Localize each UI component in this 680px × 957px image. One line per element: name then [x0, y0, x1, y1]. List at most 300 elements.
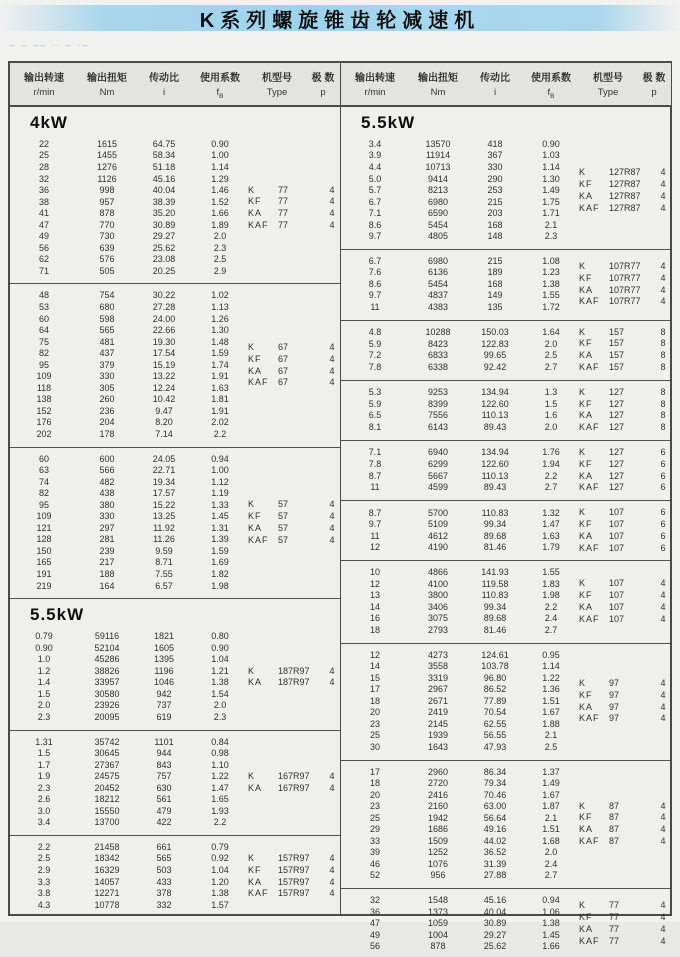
ratio: 45.16: [152, 173, 176, 184]
output-torque: 730: [99, 231, 115, 242]
rating-block: [10, 733, 340, 833]
output-torque: 957: [99, 196, 115, 207]
poles: 6: [660, 530, 666, 541]
table-row: [10, 748, 248, 760]
service-factor: 0.94: [211, 453, 229, 464]
output-torque: 505: [99, 265, 115, 276]
table-header: [10, 63, 340, 107]
output-speed: 138: [36, 394, 52, 405]
poles: 4: [329, 522, 335, 533]
model-row: [248, 523, 342, 535]
table-row: [10, 677, 248, 689]
ratio: 367: [487, 150, 503, 161]
output-torque: 2720: [427, 778, 449, 789]
service-factor: 2.1: [544, 219, 558, 230]
model-prefix: KA: [579, 701, 594, 712]
model-row: [579, 614, 673, 626]
service-factor: 1.63: [542, 530, 560, 541]
model-prefix: KA: [579, 410, 594, 421]
model-size: 187R97: [278, 677, 310, 688]
rating-block: [341, 323, 671, 378]
ratio: 110.13: [481, 470, 509, 481]
poles: 8: [660, 326, 666, 337]
ratio: 110.13: [481, 410, 509, 421]
ratio: 36.52: [483, 847, 507, 858]
table-row: [10, 231, 248, 243]
table-row: [341, 859, 579, 871]
output-speed: 63: [38, 465, 49, 476]
ratio: 134.94: [481, 387, 509, 398]
output-torque: 6980: [427, 255, 449, 266]
model-size: 97: [609, 713, 620, 724]
table-row: [341, 339, 579, 351]
service-factor: 1.51: [542, 695, 560, 706]
table-row: [10, 406, 248, 418]
model-size: 107: [609, 578, 625, 589]
rating-rows: [10, 290, 248, 440]
ratio: 30.22: [152, 290, 176, 301]
model-row: [579, 471, 673, 483]
ratio: 81.46: [483, 625, 507, 636]
column-label: 传动比: [149, 73, 179, 84]
ratio: 15.22: [152, 499, 176, 510]
table-row: [10, 417, 248, 429]
service-factor: 1.36: [542, 684, 560, 695]
output-torque: 178: [99, 429, 115, 440]
output-torque: 3800: [427, 590, 449, 601]
ratio: 215: [487, 255, 503, 266]
output-torque: 6299: [427, 458, 449, 469]
model-row: [579, 912, 673, 924]
table-row: [341, 231, 579, 243]
service-factor: 1.06: [542, 906, 560, 917]
output-torque: 956: [430, 870, 446, 881]
ratio: 45.16: [483, 894, 507, 905]
service-factor: 1.67: [542, 789, 560, 800]
output-torque: 10713: [425, 161, 451, 172]
output-speed: 13: [369, 590, 380, 601]
output-torque: 5667: [427, 470, 449, 481]
service-factor: 2.3: [213, 242, 227, 253]
column-label: 极 数: [311, 73, 335, 84]
ratio: 9.47: [155, 405, 173, 416]
output-speed: 1.9: [37, 771, 51, 782]
table-row: [341, 790, 579, 802]
output-speed: 20: [369, 707, 380, 718]
output-torque: 9414: [427, 173, 449, 184]
table-row: [341, 471, 579, 483]
output-speed: 75: [38, 336, 49, 347]
block-separator: [341, 440, 671, 441]
column-label: 输出扭矩: [418, 73, 458, 84]
output-speed: 74: [38, 476, 49, 487]
model-list: [248, 666, 344, 690]
output-speed: 109: [36, 371, 52, 382]
model-size: 127: [609, 398, 625, 409]
service-factor: 2.1: [544, 812, 558, 823]
model-size: 127: [609, 422, 625, 433]
ratio: 330: [487, 161, 503, 172]
output-torque: 59116: [94, 631, 120, 642]
output-speed: 1.31: [35, 736, 53, 747]
ratio: 757: [156, 771, 172, 782]
model-row: [579, 167, 673, 179]
model-size: 167R97: [278, 770, 310, 781]
output-torque: 3319: [427, 672, 449, 683]
ratio: 15.19: [152, 359, 176, 370]
table-row: [10, 254, 248, 266]
table-row: [341, 650, 579, 662]
output-torque: 1548: [427, 894, 449, 905]
model-prefix: KF: [579, 812, 593, 823]
poles: 4: [329, 770, 335, 781]
table-row: [10, 150, 248, 162]
output-speed: 2.5: [37, 853, 51, 864]
output-speed: 17: [369, 684, 380, 695]
output-torque: 6136: [427, 267, 449, 278]
ratio: 565: [156, 853, 172, 864]
output-torque: 998: [99, 185, 115, 196]
ratio: 103.78: [481, 661, 509, 672]
model-size: 127R87: [609, 190, 641, 201]
model-size: 157R97: [278, 876, 310, 887]
table-row: [10, 654, 248, 666]
ratio: 124.61: [481, 649, 509, 660]
output-speed: 3.9: [368, 150, 382, 161]
model-prefix: KF: [579, 689, 593, 700]
model-size: 77: [609, 935, 620, 946]
ratio: 1196: [154, 665, 174, 676]
output-torque: 6590: [427, 208, 449, 219]
output-torque: 21458: [94, 841, 120, 852]
service-factor: 2.0: [213, 231, 227, 242]
ratio: 27.28: [152, 302, 176, 312]
ratio: 24.00: [152, 313, 176, 324]
model-prefix: KAF: [579, 422, 600, 433]
ratio: 110.83: [481, 590, 509, 601]
poles: 4: [329, 196, 335, 207]
output-speed: 49: [38, 231, 49, 242]
service-factor: 1.12: [211, 476, 229, 487]
output-torque: 437: [99, 348, 115, 359]
model-prefix: K: [579, 507, 587, 518]
output-torque: 30580: [94, 688, 120, 699]
service-factor: 1.59: [211, 545, 229, 556]
service-factor: 1.32: [542, 507, 560, 518]
output-speed: 56: [38, 242, 49, 253]
service-factor: 1.13: [211, 302, 229, 312]
service-factor: 1.83: [542, 578, 560, 589]
output-speed: 38: [38, 196, 49, 207]
model-prefix: KA: [579, 190, 594, 201]
model-size: 97: [609, 689, 620, 700]
poles: 4: [329, 852, 335, 863]
output-torque: 1276: [96, 161, 118, 172]
model-prefix: KA: [579, 601, 594, 612]
service-factor: 0.84: [211, 736, 229, 747]
model-size: 107: [609, 613, 625, 624]
table-row: [341, 684, 579, 696]
ratio: 89.68: [483, 613, 507, 624]
poles: 4: [660, 912, 666, 923]
table-row: [10, 557, 248, 569]
service-factor: 0.94: [542, 894, 560, 905]
poles: 8: [660, 422, 666, 433]
service-factor: 1.98: [542, 590, 560, 601]
column-unit: Nm: [99, 87, 115, 98]
ratio: 51.18: [152, 161, 176, 172]
output-torque: 598: [99, 313, 115, 324]
table-row: [10, 631, 248, 643]
poles: 4: [329, 184, 335, 195]
poles: 4: [329, 499, 335, 510]
rating-rows: [10, 842, 248, 911]
table-row: [10, 546, 248, 558]
service-factor: 1.54: [211, 688, 229, 699]
table-row: [341, 327, 579, 339]
service-factor: 1.19: [211, 488, 229, 499]
column-unit: $f_B$: [547, 87, 555, 100]
service-factor: 1.55: [542, 567, 560, 578]
table-row: [341, 707, 579, 719]
model-row: [248, 888, 342, 900]
ratio: 27.88: [483, 870, 507, 881]
output-torque: 1004: [427, 929, 449, 940]
ratio: 25.62: [152, 242, 176, 253]
table-row: [341, 742, 579, 754]
table-row: [10, 842, 248, 854]
model-size: 77: [278, 208, 289, 219]
service-factor: 1.69: [211, 557, 229, 568]
output-torque: 8213: [427, 185, 449, 196]
output-torque: 239: [99, 545, 115, 556]
output-speed: 95: [38, 359, 49, 370]
table-row: [341, 267, 579, 279]
ratio: 31.39: [483, 858, 507, 869]
model-size: 107: [609, 530, 625, 541]
column-unit: i: [493, 87, 497, 98]
column-label: 机型号: [262, 73, 292, 84]
model-size: 127: [609, 446, 625, 457]
model-size: 57: [278, 499, 289, 510]
service-factor: 1.29: [211, 173, 229, 184]
model-size: 107: [609, 507, 625, 518]
ratio: 30.89: [152, 219, 176, 230]
output-torque: 1939: [427, 730, 449, 741]
model-row: [579, 812, 673, 824]
header-unit-row: [341, 87, 671, 100]
model-prefix: KA: [248, 208, 263, 219]
ratio: 92.42: [483, 361, 507, 372]
table-row: [10, 220, 248, 232]
model-prefix: KAF: [579, 296, 600, 307]
ratio: 77.89: [483, 695, 507, 706]
output-speed: 32: [369, 894, 380, 905]
service-factor: 1.89: [211, 219, 229, 230]
model-size: 167R97: [278, 782, 310, 793]
output-torque: 3075: [427, 613, 449, 624]
column-unit: i: [162, 87, 166, 98]
service-factor: 0.92: [211, 853, 229, 864]
model-size: 127R87: [609, 202, 641, 213]
poles: 4: [660, 824, 666, 835]
poles: 4: [660, 613, 666, 624]
model-row: [579, 678, 673, 690]
model-row: [248, 185, 342, 197]
table-row: [10, 185, 248, 197]
output-speed: 39: [369, 847, 380, 858]
output-speed: 20: [369, 789, 380, 800]
model-row: [248, 499, 342, 511]
output-torque: 3558: [427, 661, 449, 672]
model-row: [248, 196, 342, 208]
output-speed: 60: [38, 453, 49, 464]
ratio: 433: [156, 876, 172, 887]
table-row: [10, 383, 248, 395]
service-factor: 1.48: [211, 336, 229, 347]
ratio: 20.25: [152, 265, 176, 276]
output-speed: 8.7: [368, 507, 382, 518]
poles: 4: [329, 677, 335, 688]
model-prefix: K: [248, 665, 256, 676]
service-factor: 1.02: [211, 290, 229, 301]
output-speed: 10: [369, 567, 380, 578]
output-speed: 3.4: [37, 817, 51, 828]
service-factor: 1.20: [211, 876, 229, 887]
poles: 4: [660, 677, 666, 688]
output-torque: 600: [99, 453, 115, 464]
model-list: [248, 853, 344, 900]
model-row: [248, 853, 342, 865]
ratio: 40.04: [152, 185, 176, 196]
model-prefix: KF: [248, 864, 262, 875]
service-factor: 2.5: [544, 350, 558, 361]
rating-block: [341, 503, 671, 558]
model-prefix: KA: [248, 876, 263, 887]
table-row: [10, 348, 248, 360]
model-row: [579, 459, 673, 471]
table-row: [10, 302, 248, 314]
table-row: [341, 162, 579, 174]
service-factor: 1.64: [542, 327, 560, 338]
table-row: [341, 590, 579, 602]
ratio: 70.46: [483, 789, 507, 800]
table-row: [10, 371, 248, 383]
output-torque: 6338: [427, 361, 449, 372]
model-row: [248, 511, 342, 523]
service-factor: 1.6: [544, 410, 558, 421]
model-list: [579, 447, 675, 494]
model-row: [579, 410, 673, 422]
table-row: [341, 290, 579, 302]
output-torque: 12271: [94, 888, 120, 899]
output-speed: 12: [369, 649, 380, 660]
column-unit: Nm: [430, 87, 446, 98]
model-size: 77: [278, 184, 289, 195]
output-speed: 0.79: [35, 631, 53, 642]
poles: 4: [660, 935, 666, 946]
output-torque: 35742: [94, 736, 120, 747]
ratio: 99.34: [483, 519, 507, 530]
service-factor: 1.38: [542, 278, 560, 289]
output-speed: 25: [369, 730, 380, 741]
poles: 4: [660, 284, 666, 295]
ratio: 122.60: [481, 398, 509, 409]
block-separator: [341, 320, 671, 321]
model-prefix: KAF: [579, 482, 600, 493]
column-unit: r/min: [33, 87, 55, 98]
model-row: [248, 354, 342, 366]
model-size: 157: [609, 350, 625, 361]
poles: 4: [660, 836, 666, 847]
model-size: 97: [609, 677, 620, 688]
table-row: [341, 918, 579, 930]
poles: 4: [329, 219, 335, 230]
output-torque: 4612: [427, 530, 449, 541]
service-factor: 1.47: [542, 519, 560, 530]
model-prefix: KA: [248, 677, 263, 688]
model-row: [248, 366, 342, 378]
service-factor: 1.00: [211, 465, 229, 476]
service-factor: 2.5: [213, 254, 227, 265]
service-factor: 2.5: [544, 741, 558, 752]
output-speed: 8.6: [368, 278, 382, 289]
model-prefix: KAF: [248, 219, 269, 230]
output-torque: 754: [99, 290, 115, 301]
table-row: [10, 477, 248, 489]
model-size: 157R97: [278, 888, 310, 899]
poles: 4: [329, 782, 335, 793]
table-row: [341, 930, 579, 942]
model-size: 107: [609, 542, 625, 553]
model-list: [579, 167, 675, 214]
output-speed: 11: [370, 482, 380, 493]
output-torque: 2967: [427, 684, 449, 695]
service-factor: 2.7: [544, 482, 558, 493]
output-torque: 2793: [427, 625, 449, 636]
table-row: [341, 696, 579, 708]
output-speed: 95: [38, 499, 49, 510]
poles: 4: [329, 511, 335, 522]
service-factor: 0.79: [211, 841, 229, 852]
model-size: 77: [609, 923, 620, 934]
model-prefix: K: [248, 499, 256, 510]
output-torque: 3406: [427, 601, 449, 612]
ratio: 81.46: [483, 542, 507, 553]
ratio: 13.22: [152, 371, 176, 382]
ratio: 17.54: [152, 348, 176, 359]
output-torque: 566: [99, 465, 115, 476]
column-label: 使用系数: [531, 73, 571, 84]
table-row: [10, 500, 248, 512]
table-row: [10, 266, 248, 278]
model-prefix: K: [579, 578, 587, 589]
output-torque: 770: [99, 219, 115, 230]
model-size: 187R97: [278, 665, 310, 676]
model-prefix: KAF: [248, 888, 269, 899]
service-factor: 2.2: [213, 817, 227, 828]
poles: 6: [660, 518, 666, 529]
model-size: 107R77: [609, 261, 641, 272]
model-list: [248, 499, 344, 546]
output-speed: 36: [38, 185, 49, 196]
output-speed: 71: [38, 265, 49, 276]
service-factor: 2.7: [544, 625, 558, 636]
model-size: 107: [609, 590, 625, 601]
output-torque: 188: [99, 569, 115, 580]
service-factor: 1.30: [542, 173, 560, 184]
model-list: [579, 801, 675, 848]
